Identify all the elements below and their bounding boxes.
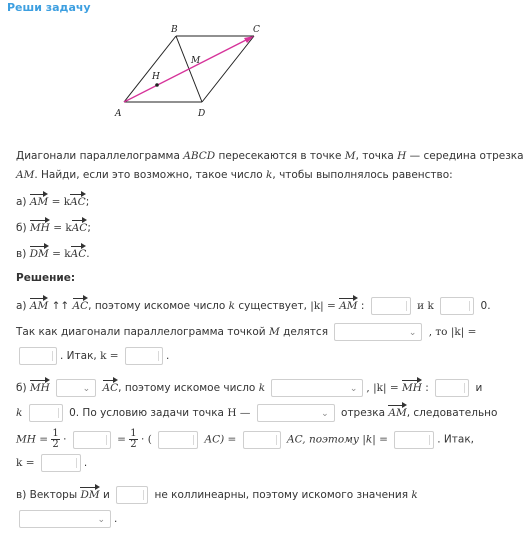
side-cd xyxy=(202,36,254,102)
answer-box-b6[interactable] xyxy=(394,431,434,449)
label-c: C xyxy=(253,25,260,35)
answer-box-a3[interactable] xyxy=(19,347,57,365)
item-b: б) MH = kAC; xyxy=(16,222,91,234)
dropdown-point-h-role[interactable] xyxy=(257,404,335,422)
side-ab xyxy=(124,36,176,102)
answer-box-a4[interactable] xyxy=(125,347,163,365)
answer-box-a1[interactable] xyxy=(371,297,411,315)
solution-a-line-2: Так как диагонали параллелограмма точкой M делятся ⌄ , то |k| = xyxy=(16,323,476,341)
solution-heading: Решение: xyxy=(16,272,76,284)
answer-box-c1[interactable] xyxy=(116,486,148,504)
solution-b-line-4: k = . xyxy=(16,454,87,472)
vector-ac xyxy=(124,39,248,102)
label-h: H xyxy=(152,72,160,82)
chevron-down-icon: ⌄ xyxy=(97,515,105,525)
vector-mh: MH xyxy=(29,222,50,234)
item-a: а) AM = kAC; xyxy=(16,196,90,208)
answer-box-b5[interactable] xyxy=(243,431,281,449)
parallelogram-figure xyxy=(112,22,282,120)
answer-box-b1[interactable] xyxy=(435,379,469,397)
label-m: M xyxy=(191,56,201,66)
solution-b-line-1: б) MH ⌄ AC, поэтому искомое число k ⌄ , |k| = MH : и xyxy=(16,379,482,397)
answer-box-b3[interactable] xyxy=(73,431,111,449)
solution-b-line-2: k 0. По условию задачи точка H — ⌄ отрезка AM, следовательно xyxy=(16,404,497,422)
fraction-half: $\frac{1}{2}$ xyxy=(52,428,59,450)
solution-c-line-1: в) Векторы DM и не коллинеарны, поэтому искомого значения k xyxy=(16,486,418,504)
item-c: в) DM = kAC. xyxy=(16,248,90,260)
dropdown-diagonals-divided[interactable] xyxy=(334,323,422,341)
point-h xyxy=(155,83,159,87)
vector-dm: DM xyxy=(29,248,49,260)
problem-line-1: Диагонали параллелограмма ABCD пересекаются в точке M, точка H — середина отрезка xyxy=(16,150,524,162)
solution-c-line-2: ⌄ . xyxy=(16,510,117,528)
answer-box-a2[interactable] xyxy=(440,297,474,315)
label-b: B xyxy=(171,25,178,35)
vector-am: AM xyxy=(29,196,49,208)
chevron-down-icon: ⌄ xyxy=(349,384,358,394)
chevron-down-icon: ⌄ xyxy=(408,328,417,338)
dropdown-direction-b[interactable] xyxy=(56,379,96,397)
vector-ac: AC xyxy=(70,196,86,208)
solution-a-line-3: . Итак, k = . xyxy=(16,347,169,365)
problem-line-2: AM. Найди, если это возможно, такое число k, чтобы выполнялось равенство: xyxy=(16,169,453,181)
answer-box-b4[interactable] xyxy=(158,431,198,449)
page-title: Реши задачу xyxy=(7,1,91,14)
solution-a-line-1: а) AM ↑↑ AC, поэтому искомое число k существует, |k| = AM : и k 0. xyxy=(16,297,491,315)
dropdown-exists-b[interactable] xyxy=(271,379,363,397)
label-d: D xyxy=(198,109,206,119)
solution-b-line-3: MH = $\frac{1}{2}$ · = $\frac{1}{2}$ · ( AC) = AC, поэтому |k| = . Итак, xyxy=(16,428,475,450)
vector-ac: AC xyxy=(70,248,87,260)
dropdown-exists-c[interactable] xyxy=(19,510,111,528)
chevron-down-icon: ⌄ xyxy=(321,409,329,419)
answer-box-b2[interactable] xyxy=(29,404,63,422)
chevron-down-icon: ⌄ xyxy=(82,384,91,394)
answer-box-b7[interactable] xyxy=(41,454,81,472)
label-a: A xyxy=(115,109,122,119)
vector-ac: AC xyxy=(71,222,88,234)
